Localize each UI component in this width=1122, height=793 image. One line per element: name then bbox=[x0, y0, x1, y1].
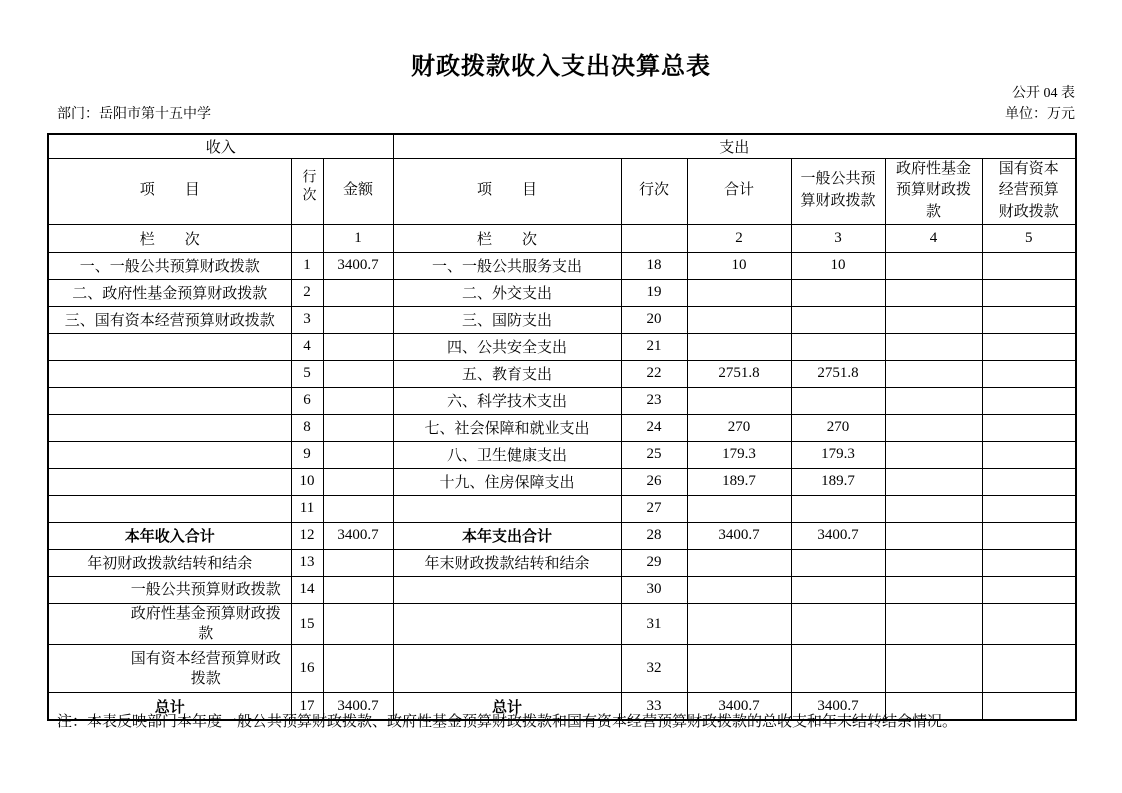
expense-line-cell: 21 bbox=[621, 333, 687, 360]
income-item-cell: 总计 bbox=[48, 693, 291, 720]
expense-gov-fund-cell bbox=[885, 576, 982, 603]
expense-state-capital-cell bbox=[982, 333, 1076, 360]
income-line-col-label: 行次 bbox=[300, 169, 316, 206]
expense-general-public-cell: 10 bbox=[791, 252, 885, 279]
table-row bbox=[48, 603, 1076, 645]
table-row bbox=[48, 333, 1076, 360]
expense-state-capital-cell bbox=[982, 306, 1076, 333]
expense-state-capital-col-num: 5 bbox=[982, 224, 1076, 252]
income-line-cell: 9 bbox=[291, 441, 323, 468]
expense-state-capital-cell bbox=[982, 360, 1076, 387]
expense-line-cell: 25 bbox=[621, 441, 687, 468]
income-line-cell: 3 bbox=[291, 306, 323, 333]
income-amount-cell bbox=[323, 549, 393, 576]
unit-label: 单位：万元 bbox=[1005, 107, 1075, 122]
footnote: 注：本表反映部门本年度一般公共预算财政拨款、政府性基金预算财政拨款和国有资本经营预算财政拨款的总收支和年末结转结余情况。 bbox=[57, 714, 958, 730]
income-lanci-label: 栏 次 bbox=[48, 224, 291, 252]
expense-state-capital-cell bbox=[982, 279, 1076, 306]
table-row bbox=[48, 522, 1076, 549]
table-row bbox=[48, 645, 1076, 693]
expense-gov-fund-cell bbox=[885, 333, 982, 360]
meta-row bbox=[57, 103, 1075, 123]
expense-total-cell: 3400.7 bbox=[687, 693, 791, 720]
expense-general-public-cell: 3400.7 bbox=[791, 693, 885, 720]
expense-item-cell: 本年支出合计 bbox=[393, 522, 621, 549]
expense-total-cell: 3400.7 bbox=[687, 522, 791, 549]
income-item-cell: 政府性基金预算财政拨款 bbox=[48, 603, 291, 645]
expense-item-cell: 年末财政拨款结转和结余 bbox=[393, 549, 621, 576]
expense-line-cell: 32 bbox=[621, 645, 687, 693]
expense-general-public-cell: 189.7 bbox=[791, 468, 885, 495]
expense-general-public-cell: 179.3 bbox=[791, 441, 885, 468]
column-header-row bbox=[48, 158, 1076, 224]
expense-item-cell: 十九、住房保障支出 bbox=[393, 468, 621, 495]
expense-line-cell: 23 bbox=[621, 387, 687, 414]
expense-general-public-cell: 2751.8 bbox=[791, 360, 885, 387]
expense-item-cell bbox=[393, 603, 621, 645]
table-row bbox=[48, 495, 1076, 522]
expense-state-capital-cell bbox=[982, 441, 1076, 468]
income-amount-col-header: 金额 bbox=[323, 158, 393, 224]
expense-item-cell bbox=[393, 495, 621, 522]
table-row bbox=[48, 441, 1076, 468]
expense-total-cell bbox=[687, 603, 791, 645]
expense-item-cell: 二、外交支出 bbox=[393, 279, 621, 306]
income-item-cell bbox=[48, 468, 291, 495]
income-line-cell: 11 bbox=[291, 495, 323, 522]
table-row bbox=[48, 252, 1076, 279]
expense-total-cell bbox=[687, 549, 791, 576]
income-amount-cell bbox=[323, 306, 393, 333]
expense-line-cell: 33 bbox=[621, 693, 687, 720]
expense-line-cell: 24 bbox=[621, 414, 687, 441]
expense-general-public-cell bbox=[791, 279, 885, 306]
expense-line-cell: 22 bbox=[621, 360, 687, 387]
expense-gov-fund-cell bbox=[885, 468, 982, 495]
expense-general-public-cell: 270 bbox=[791, 414, 885, 441]
income-item-cell: 一、一般公共预算财政拨款 bbox=[48, 252, 291, 279]
expense-line-cell: 27 bbox=[621, 495, 687, 522]
expense-state-capital-cell bbox=[982, 549, 1076, 576]
income-amount-cell bbox=[323, 279, 393, 306]
income-line-cell: 13 bbox=[291, 549, 323, 576]
expense-general-public-col-header: 一般公共预算财政拨款 bbox=[791, 158, 885, 224]
expense-item-cell bbox=[393, 576, 621, 603]
expense-total-cell: 270 bbox=[687, 414, 791, 441]
income-amount-col-num: 1 bbox=[323, 224, 393, 252]
expense-gov-fund-col-num: 4 bbox=[885, 224, 982, 252]
expense-item-cell: 七、社会保障和就业支出 bbox=[393, 414, 621, 441]
expense-line-col-header: 行次 bbox=[621, 158, 687, 224]
expense-state-capital-cell bbox=[982, 387, 1076, 414]
expense-general-public-cell bbox=[791, 576, 885, 603]
expense-gov-fund-col-header: 政府性基金预算财政拨款 bbox=[885, 158, 982, 224]
income-amount-cell bbox=[323, 360, 393, 387]
expense-item-cell: 总计 bbox=[393, 693, 621, 720]
expense-gov-fund-cell bbox=[885, 279, 982, 306]
page-title: 财政拨款收入支出决算总表 bbox=[411, 53, 711, 80]
income-line-cell: 14 bbox=[291, 576, 323, 603]
income-item-cell bbox=[48, 414, 291, 441]
table-row bbox=[48, 279, 1076, 306]
income-line-cell: 12 bbox=[291, 522, 323, 549]
income-item-cell: 本年收入合计 bbox=[48, 522, 291, 549]
expense-item-cell bbox=[393, 645, 621, 693]
income-line-cell: 2 bbox=[291, 279, 323, 306]
income-item-cell: 三、国有资本经营预算财政拨款 bbox=[48, 306, 291, 333]
income-item-col-header: 项 目 bbox=[48, 158, 291, 224]
expense-gov-fund-cell bbox=[885, 306, 982, 333]
income-item-cell: 一般公共预算财政拨款 bbox=[48, 576, 291, 603]
expense-general-public-cell bbox=[791, 495, 885, 522]
expense-line-cell: 28 bbox=[621, 522, 687, 549]
expense-total-cell bbox=[687, 387, 791, 414]
table-row bbox=[48, 576, 1076, 603]
income-line-lanci-cell bbox=[291, 224, 323, 252]
expense-state-capital-cell bbox=[982, 603, 1076, 645]
expense-total-cell bbox=[687, 279, 791, 306]
income-line-cell: 8 bbox=[291, 414, 323, 441]
expense-state-capital-cell bbox=[982, 495, 1076, 522]
income-item-cell bbox=[48, 333, 291, 360]
expense-general-public-cell bbox=[791, 645, 885, 693]
section-header-row bbox=[48, 134, 1076, 158]
expense-general-public-cell bbox=[791, 603, 885, 645]
income-section-header: 收入 bbox=[48, 134, 393, 158]
expense-gov-fund-cell bbox=[885, 603, 982, 645]
income-item-cell: 年初财政拨款结转和结余 bbox=[48, 549, 291, 576]
table-row bbox=[48, 549, 1076, 576]
expense-total-cell bbox=[687, 495, 791, 522]
expense-gov-fund-cell bbox=[885, 360, 982, 387]
expense-line-cell: 30 bbox=[621, 576, 687, 603]
income-line-cell: 1 bbox=[291, 252, 323, 279]
expense-total-cell bbox=[687, 645, 791, 693]
expense-gov-fund-cell bbox=[885, 252, 982, 279]
expense-line-cell: 29 bbox=[621, 549, 687, 576]
income-line-cell: 10 bbox=[291, 468, 323, 495]
income-amount-cell bbox=[323, 495, 393, 522]
column-number-row bbox=[48, 224, 1076, 252]
expense-state-capital-cell bbox=[982, 522, 1076, 549]
fiscal-appropriation-table bbox=[47, 133, 1077, 721]
expense-line-lanci-cell bbox=[621, 224, 687, 252]
expense-state-capital-cell bbox=[982, 252, 1076, 279]
expense-general-public-cell bbox=[791, 387, 885, 414]
expense-lanci-label: 栏 次 bbox=[393, 224, 621, 252]
income-line-cell: 4 bbox=[291, 333, 323, 360]
income-item-cell bbox=[48, 441, 291, 468]
expense-total-cell: 179.3 bbox=[687, 441, 791, 468]
expense-state-capital-cell bbox=[982, 468, 1076, 495]
income-item-cell bbox=[48, 495, 291, 522]
expense-state-capital-cell bbox=[982, 576, 1076, 603]
expense-general-public-cell bbox=[791, 306, 885, 333]
expense-total-cell bbox=[687, 576, 791, 603]
income-line-cell: 6 bbox=[291, 387, 323, 414]
expense-general-public-cell: 3400.7 bbox=[791, 522, 885, 549]
expense-total-col-num: 2 bbox=[687, 224, 791, 252]
table-row bbox=[48, 468, 1076, 495]
income-amount-cell: 3400.7 bbox=[323, 252, 393, 279]
expense-total-col-header: 合计 bbox=[687, 158, 791, 224]
income-amount-cell bbox=[323, 603, 393, 645]
expense-line-cell: 18 bbox=[621, 252, 687, 279]
expense-item-cell: 八、卫生健康支出 bbox=[393, 441, 621, 468]
expense-item-cell: 一、一般公共服务支出 bbox=[393, 252, 621, 279]
income-line-cell: 16 bbox=[291, 645, 323, 693]
expense-item-cell: 五、教育支出 bbox=[393, 360, 621, 387]
table-row bbox=[48, 306, 1076, 333]
income-line-cell: 15 bbox=[291, 603, 323, 645]
income-amount-cell bbox=[323, 576, 393, 603]
expense-gov-fund-cell bbox=[885, 645, 982, 693]
expense-total-cell bbox=[687, 306, 791, 333]
expense-gov-fund-cell bbox=[885, 522, 982, 549]
expense-general-public-cell bbox=[791, 333, 885, 360]
expense-gov-fund-cell bbox=[885, 495, 982, 522]
expense-item-col-header: 项 目 bbox=[393, 158, 621, 224]
expense-gov-fund-cell bbox=[885, 549, 982, 576]
income-item-cell bbox=[48, 360, 291, 387]
income-line-cell: 17 bbox=[291, 693, 323, 720]
income-line-cell: 5 bbox=[291, 360, 323, 387]
expense-gov-fund-cell bbox=[885, 441, 982, 468]
table-row bbox=[48, 360, 1076, 387]
expense-total-cell: 10 bbox=[687, 252, 791, 279]
income-amount-cell bbox=[323, 441, 393, 468]
table-row bbox=[48, 387, 1076, 414]
income-amount-cell bbox=[323, 387, 393, 414]
expense-item-cell: 四、公共安全支出 bbox=[393, 333, 621, 360]
expense-total-cell: 2751.8 bbox=[687, 360, 791, 387]
table-row bbox=[48, 414, 1076, 441]
expense-item-cell: 三、国防支出 bbox=[393, 306, 621, 333]
income-amount-cell bbox=[323, 468, 393, 495]
income-amount-cell bbox=[323, 645, 393, 693]
expense-section-header: 支出 bbox=[393, 134, 1076, 158]
income-item-cell: 二、政府性基金预算财政拨款 bbox=[48, 279, 291, 306]
expense-total-cell: 189.7 bbox=[687, 468, 791, 495]
expense-gov-fund-cell bbox=[885, 414, 982, 441]
income-line-col-header bbox=[291, 158, 323, 224]
income-amount-cell: 3400.7 bbox=[323, 522, 393, 549]
expense-state-capital-cell bbox=[982, 414, 1076, 441]
expense-total-cell bbox=[687, 333, 791, 360]
expense-line-cell: 26 bbox=[621, 468, 687, 495]
expense-state-capital-col-header: 国有资本经营预算财政拨款 bbox=[982, 158, 1076, 224]
expense-general-col-num: 3 bbox=[791, 224, 885, 252]
expense-general-public-cell bbox=[791, 549, 885, 576]
income-amount-cell bbox=[323, 414, 393, 441]
department-label: 部门：岳阳市第十五中学 bbox=[57, 107, 211, 122]
expense-state-capital-cell bbox=[982, 645, 1076, 693]
table-body bbox=[48, 252, 1076, 720]
expense-item-cell: 六、科学技术支出 bbox=[393, 387, 621, 414]
income-item-cell bbox=[48, 387, 291, 414]
expense-gov-fund-cell bbox=[885, 387, 982, 414]
income-amount-cell: 3400.7 bbox=[323, 693, 393, 720]
income-item-cell: 国有资本经营预算财政拨款 bbox=[48, 645, 291, 693]
expense-line-cell: 20 bbox=[621, 306, 687, 333]
income-amount-cell bbox=[323, 333, 393, 360]
expense-line-cell: 19 bbox=[621, 279, 687, 306]
expense-line-cell: 31 bbox=[621, 603, 687, 645]
form-number-label: 公开 04 表 bbox=[1012, 86, 1075, 101]
